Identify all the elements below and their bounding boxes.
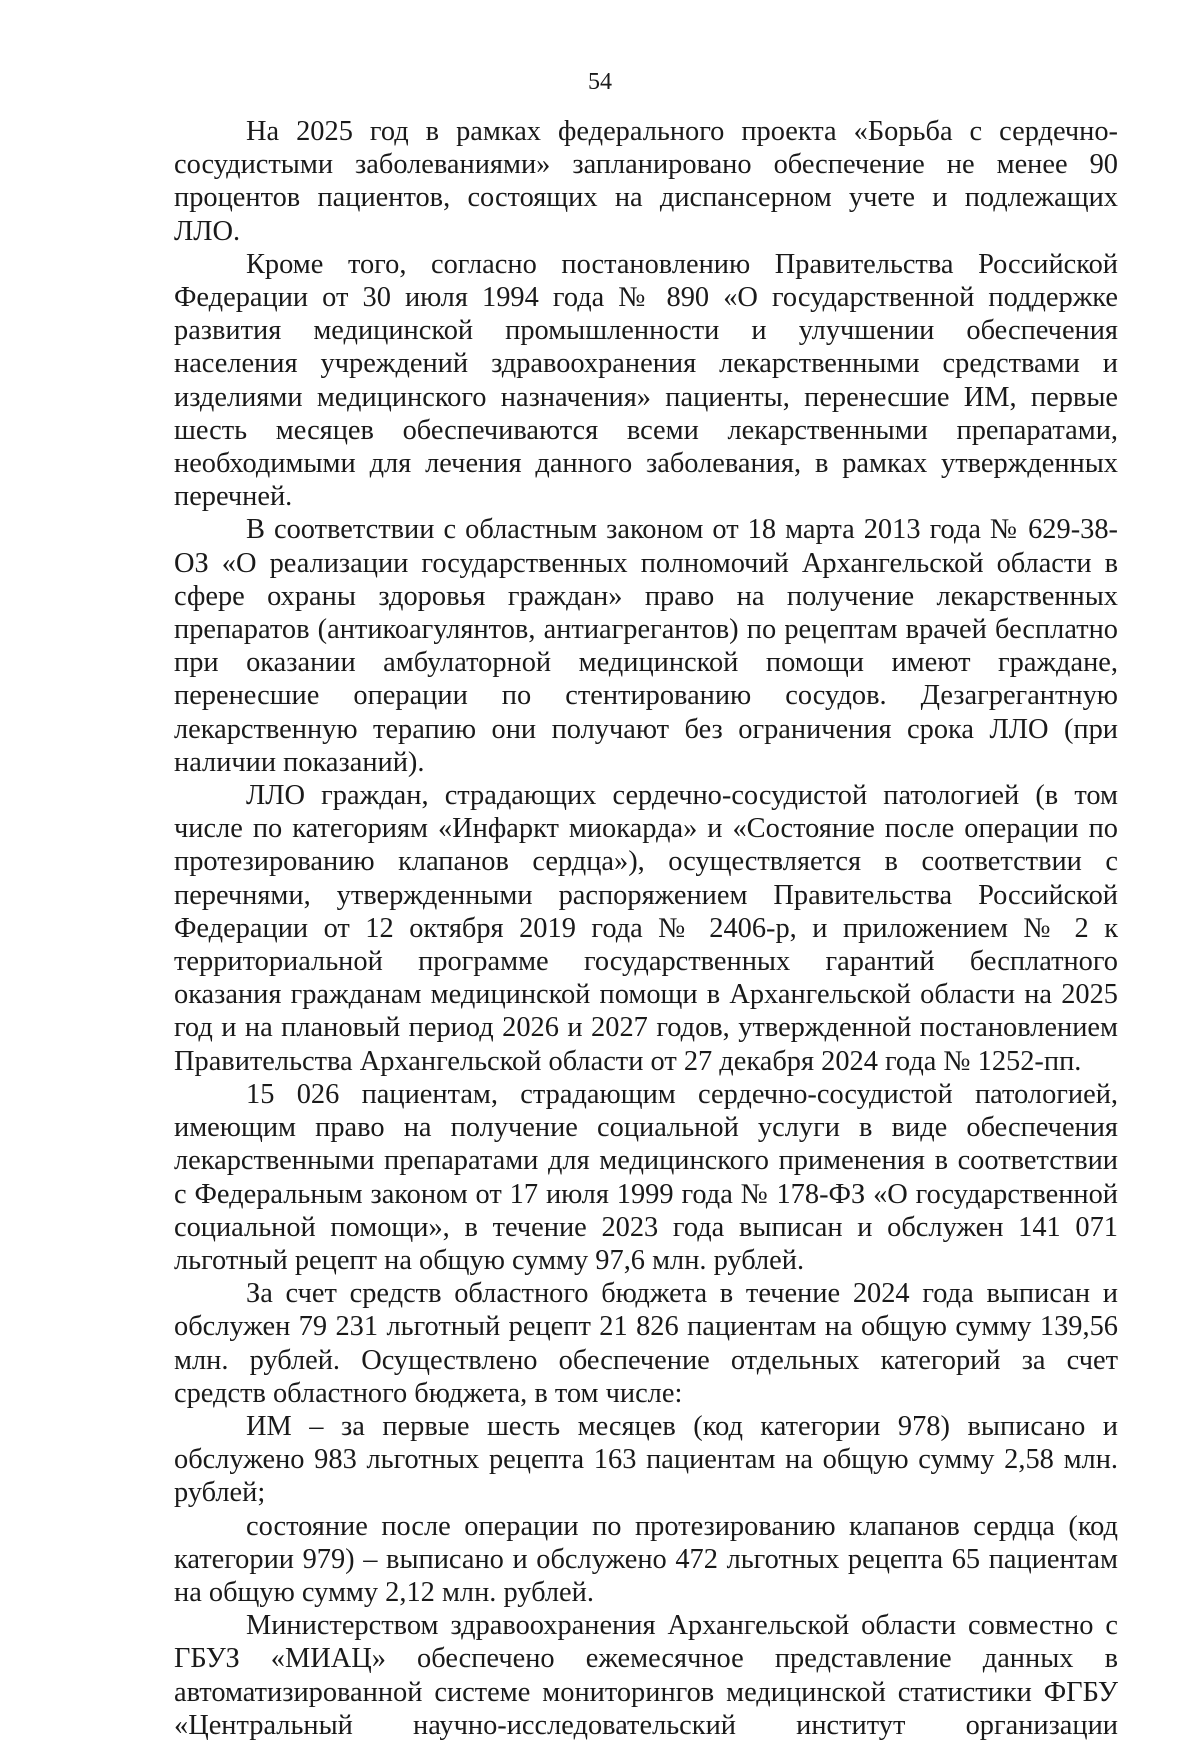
paragraph-regional-law: В соответствии с областным законом от 18 марта 2013 года № 629-38-ОЗ «О реализации государственных полномочий Архангельской области в сфере охраны здоровья граждан» право на получение лекарственных препаратов (антикоагулянтов, антиагрегантов) по рецептам врачей бесплатно при оказании амбулаторной медицинской помощи имеют граждане, перенесшие операции по стентированию сосудов. Дезагрегантную лекарственную терапию они получают без ограничения срока ЛЛО (при наличии показаний).	[174, 514, 1118, 778]
paragraph-regional-budget: За счет средств областного бюджета в течение 2024 года выписан и обслужен 79 231 льготный рецепт 21 826 пациентам на общую сумму 139,56 млн. рублей. Осуществлено обеспечение отдельных категорий за счет средств областного бюджета, в том числе:	[174, 1278, 1118, 1409]
paragraph-government-resolution-890: Кроме того, согласно постановлению Правительства Российской Федерации от 30 июля 1994 года № 890 «О государственной поддержке развития медицинской промышленности и улучшении обеспечения населения учреждений здравоохранения лекарственными средствами и изделиями медицинского назначения» пациенты, перенесшие ИМ, первые шесть месяцев обеспечиваются всеми лекарственными препаратами, необходимыми для лечения данного заболевания, в рамках утвержденных перечней.	[174, 248, 1118, 513]
page-number: 54	[588, 69, 612, 95]
paragraph-federal-patients: 15 026 пациентам, страдающим сердечно-сосудистой патологией, имеющим право на получение социальной услуги в виде обеспечения лекарственными препаратами для медицинского применения в соответствии с Федеральным законом от 17 июля 1999 года № 178-ФЗ «О государственной социальной помощи», в течение 2023 года выписан и обслужен 141 071 льготный рецепт на общую сумму 97,6 млн. рублей.	[174, 1078, 1118, 1276]
paragraph-llo-categories: ЛЛО граждан, страдающих сердечно-сосудистой патологией (в том числе по категориям «Инфаркт миокарда» и «Состояние после операции по протезированию клапанов сердца»), осуществляется в соответствии с перечнями, утвержденными распоряжением Правительства Российской Федерации от 12 октября 2019 года № 2406-р, и приложением № 2 к территориальной программе государственных гарантий бесплатного оказания гражданам медицинской помощи в Архангельской области на 2025 год и на плановый период 2026 и 2027 годов, утвержденной постановлением Правительства Архангельской области от 27 декабря 2024 года № 1252-пп.	[174, 780, 1118, 1077]
paragraph-category-979: состояние после операции по протезированию клапанов сердца (код категории 979) – выписано и обслужено 472 льготных рецепта 65 пациентам на общую сумму 2,12 млн. рублей.	[174, 1510, 1118, 1608]
paragraph-ministry-monitoring: Министерством здравоохранения Архангельской области совместно с ГБУЗ «МИАЦ» обеспечено ежемесячное представление данных в автоматизированной системе мониторингов медицинской статистики ФГБУ «Центральный научно-исследовательский институт организации	[174, 1610, 1118, 1741]
document-body	[174, 115, 1118, 1742]
paragraph-federal-project: На 2025 год в рамках федерального проекта «Борьба с сердечно-сосудистыми заболеваниями» запланировано обеспечение не менее 90 процентов пациентов, состоящих на диспансерном учете и подлежащих ЛЛО.	[174, 116, 1118, 247]
paragraph-category-978: ИМ – за первые шесть месяцев (код категории 978) выписано и обслужено 983 льготных рецепта 163 пациентам на общую сумму 2,58 млн. рублей;	[174, 1410, 1118, 1509]
